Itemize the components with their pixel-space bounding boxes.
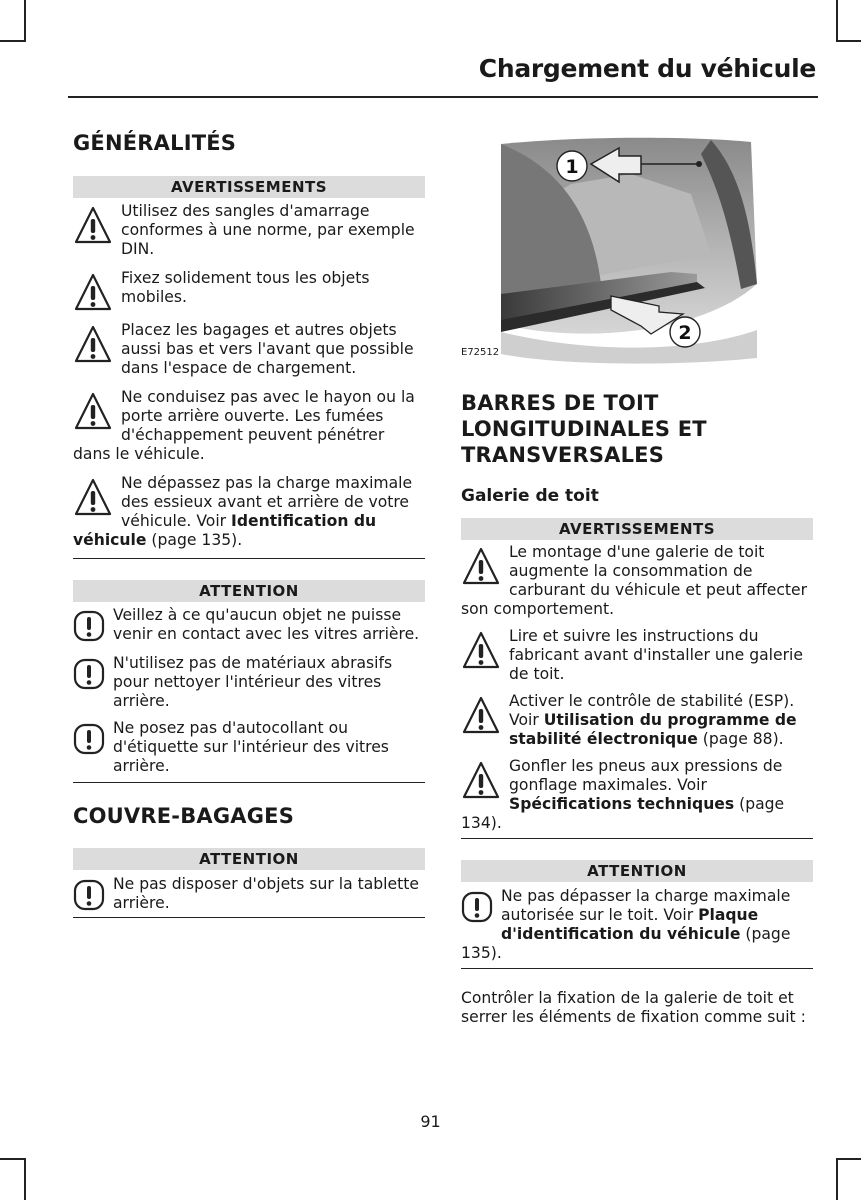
title-line: LONGITUDINALES ET [461, 417, 707, 441]
callout-2: 2 [678, 322, 692, 344]
section-title-generalites: GÉNÉRALITÉS [73, 131, 237, 155]
warning-item [461, 627, 813, 684]
attention-circle-icon [73, 656, 105, 694]
warning-item [73, 321, 425, 378]
attention-item [73, 719, 425, 776]
divider [73, 917, 425, 918]
warning-text [461, 692, 813, 749]
crop-mark [0, 1158, 26, 1160]
warning-text-part: Activer le contrôle de stabilité (ESP). Voir [509, 692, 795, 729]
attention-text-suffix: (page 135). [461, 925, 791, 962]
title-line: BARRES DE TOIT [461, 391, 659, 415]
page-number: 91 [420, 1112, 441, 1131]
warning-triangle-icon [461, 692, 501, 740]
right-column [461, 390, 813, 1027]
link-programme-stabilite[interactable]: Utilisation du programme de stabilité électronique [509, 711, 797, 748]
attention-circle-icon [73, 721, 105, 759]
warning-triangle-icon [461, 543, 501, 591]
warning-text-suffix: (page 134). [461, 795, 785, 832]
attention-circle-icon [461, 889, 493, 927]
crop-mark [24, 1158, 26, 1200]
attention-circle-icon [73, 608, 105, 646]
attention-circle-icon [73, 877, 105, 915]
attention-item [73, 875, 425, 915]
warning-text-suffix: (page 135). [146, 531, 243, 549]
warning-triangle-icon [73, 474, 113, 522]
crop-mark [24, 0, 26, 42]
link-specifications-techniques[interactable]: Spécifications techniques [509, 795, 735, 813]
warning-item [73, 202, 425, 259]
warning-text-part: Ne dépassez pas la charge maximale des essieux avant et arrière de votre véhicule. Voir [121, 474, 413, 530]
warning-triangle-icon [73, 388, 113, 436]
warning-item [73, 269, 425, 317]
title-line: TRANSVERSALES [461, 443, 665, 467]
attention-item [73, 654, 425, 711]
figure-code: E72512 [461, 347, 500, 358]
warning-text [461, 757, 813, 833]
link-plaque-identification[interactable]: Plaque d'identification du véhicule [501, 906, 759, 943]
warning-item [73, 388, 425, 464]
warning-text: Ne conduisez pas avec le hayon ou la porte arrière ouverte. Les fumées d'échappement peuvent pénétrer dans le véhicule. [73, 388, 415, 463]
warnings-header: AVERTISSEMENTS [461, 518, 813, 540]
warning-text-suffix: (page 88). [697, 730, 784, 748]
warning-text: Utilisez des sangles d'amarrage conformes à une norme, par exemple DIN. [121, 202, 415, 258]
warning-item [461, 692, 813, 749]
warning-triangle-icon [461, 627, 501, 675]
attention-text: Veillez à ce qu'aucun objet ne puisse venir en contact avec les vitres arrière. [113, 606, 420, 643]
attention-text [461, 887, 813, 963]
crop-mark [0, 40, 26, 42]
warning-triangle-icon [73, 202, 113, 250]
crop-mark [836, 1158, 861, 1160]
warning-item [461, 543, 813, 619]
warning-text-part: Gonfler les pneus aux pressions de gonflage maximales. Voir [509, 757, 783, 794]
callout-1: 1 [565, 156, 579, 178]
warning-triangle-icon [73, 269, 113, 317]
trunk-illustration [461, 134, 813, 366]
section-title-couvre-bagages: COUVRE-BAGAGES [73, 804, 295, 828]
warning-triangle-icon [461, 757, 501, 805]
crop-mark [836, 1158, 838, 1200]
body-paragraph: Contrôler la fixation de la galerie de toit et serrer les éléments de fixation comme suit : [461, 989, 806, 1026]
warning-text: Le montage d'une galerie de toit augmente la consommation de carburant du véhicule et peut affecter son comportement. [461, 543, 808, 618]
attention-text: Ne posez pas d'autocollant ou d'étiquette sur l'intérieur des vitres arrière. [113, 719, 389, 775]
attention-text: Ne pas disposer d'objets sur la tablette arrière. [113, 875, 419, 912]
link-identification-vehicule[interactable]: Identification du véhicule [73, 512, 377, 549]
warning-item [461, 757, 813, 833]
crop-mark [836, 40, 861, 42]
attention-header: ATTENTION [461, 860, 813, 882]
warning-triangle-icon [73, 321, 113, 369]
attention-header: ATTENTION [73, 580, 425, 602]
warnings-header: AVERTISSEMENTS [73, 176, 425, 198]
crop-mark [836, 0, 838, 42]
section-title-barres-de-toit [461, 390, 813, 468]
warning-text: Fixez solidement tous les objets mobiles. [121, 269, 370, 306]
warning-text [73, 474, 425, 550]
attention-item [73, 606, 425, 646]
attention-text-part: Ne pas dépasser la charge maximale autorisée sur le toit. Voir [501, 887, 791, 924]
warning-item [73, 474, 425, 550]
title-divider [68, 96, 818, 98]
left-column [73, 130, 425, 918]
attention-header: ATTENTION [73, 848, 425, 870]
warning-text: Placez les bagages et autres objets aussi bas et vers l'avant que possible dans l'espace de chargement. [121, 321, 414, 377]
warning-text: Lire et suivre les instructions du fabricant avant d'installer une galerie de toit. [509, 627, 803, 683]
attention-text: N'utilisez pas de matériaux abrasifs pour nettoyer l'intérieur des vitres arrière. [113, 654, 393, 710]
page-title: Chargement du véhicule [478, 54, 816, 83]
attention-item [461, 887, 813, 963]
subtitle-galerie-de-toit: Galerie de toit [461, 486, 599, 506]
